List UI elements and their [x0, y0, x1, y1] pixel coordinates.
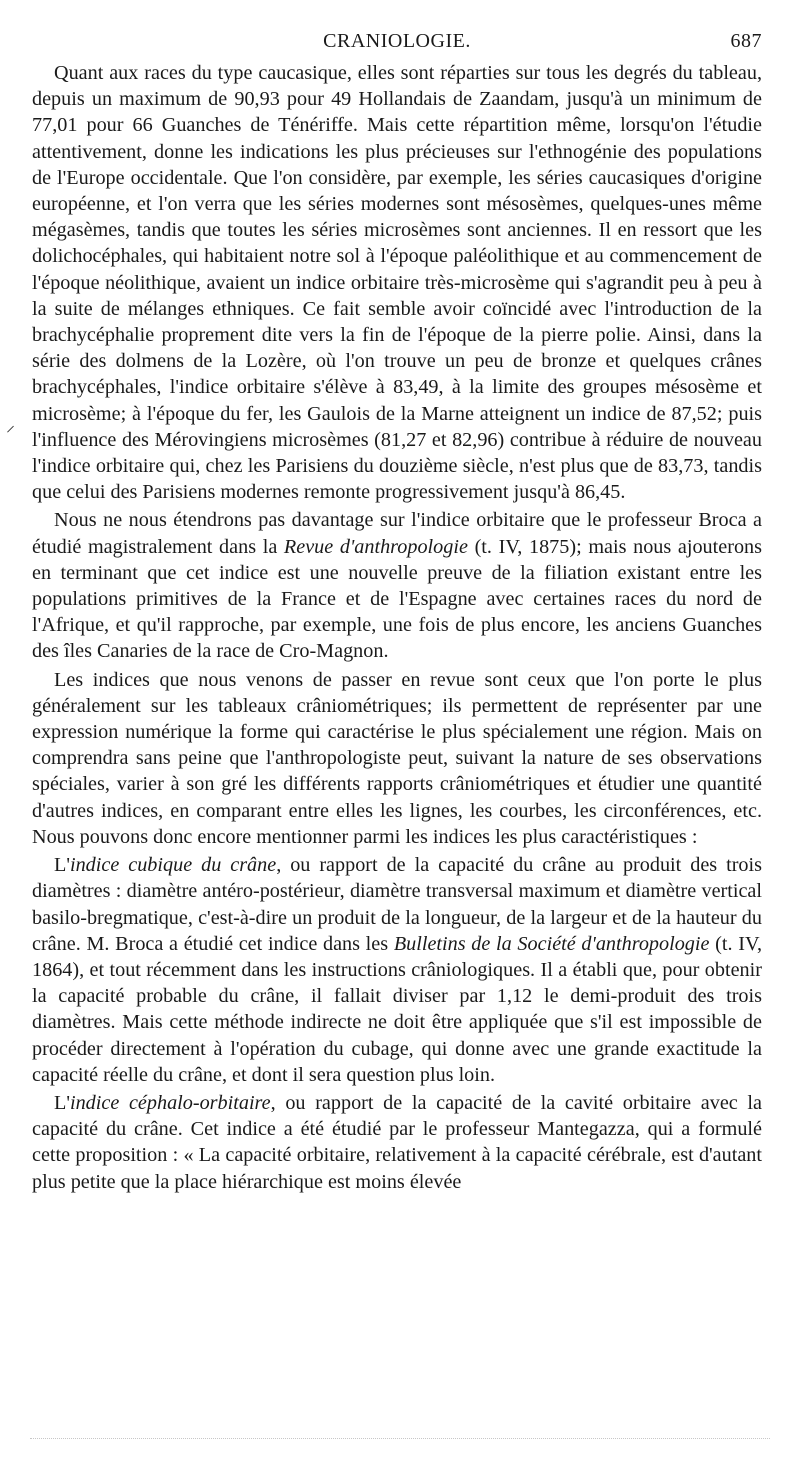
term-cubic-index: indice cubique du crâne [69, 854, 277, 877]
margin-annotation-mark: ⸝ [6, 415, 15, 435]
paragraph-cubic-index: L'indice cubique du crâne, ou rapport de la capacité du crâne au produit des trois diamètres : diamètre antéro-postérieur, diamètre transversal maximum et diamètre vertical basilo-bregmatique, c'est-à-dire un produit de la longueur, de la largeur et de la hauteur du crâne. M. Broca a étudié cet indice dans les Bulletins de la Société d'anthropologie (t. IV, 1864), et tout récemment dans les instructions crâniologiques. Il a établi que, pour obtenir la capacité probable du crâne, il fallait diviser par 1,12 le demi-produit des trois diamètres. Mais cette méthode indirecte ne doit être appliquée que s'il est impossible de procéder directement à l'opération du cubage, qui donne avec une grande exactitude la capacité réelle du crâne, et dont il sera question plus loin. [32, 854, 763, 1086]
page-number: 687 [730, 30, 762, 52]
running-header [32, 30, 762, 56]
term-cephalo-orbital-index: indice céphalo-orbitaire [69, 1091, 271, 1114]
running-title: CRANIOLOGIE. [323, 30, 471, 52]
paragraph-broca-orbital-index: Nous ne nous étendrons pas davantage sur l'indice orbitaire que le professeur Broca a étudié magistralement dans la Revue d'anthropologie (t. IV, 1875); mais nous ajouterons en terminant que cet indice est une nouvelle preuve de la filiation existant entre les populations primitives de la France et de l'Espagne avec certaines races du nord de l'Afrique, et qu'il rapproche, par exemple, une fois de plus encore, les anciens Guanches des îles Canaries de la race de Cro-Magnon. [32, 509, 762, 663]
scan-bottom-edge [30, 1438, 770, 1443]
paragraph-indices-overview: Les indices que nous venons de passer en revue sont ceux que l'on porte le plus généralement sur les tableaux crâniométriques; ils permettent de représenter par une expression numérique la forme qui caractérise le plus spécialement une région. Mais on comprendra sans peine que l'anthropologiste peut, suivant la nature de ses observations spéciales, varier à son gré les différents rapports crâniométriques et étudier une quantité d'autres indices, en comparant entre elles les lignes, les courbes, les circonférences, etc. Nous pouvons donc encore mentionner parmi les indices les plus caractéristiques : [32, 668, 762, 848]
body-text [32, 60, 762, 1195]
paragraph-caucasian-races: Quant aux races du type caucasique, elles sont réparties sur tous les degrés du tableau, depuis un maximum de 90,93 pour 49 Hollandais de Zaandam, jusqu'à un minimum de 77,01 pour 66 Guanches de Ténériffe. Mais cette répartition même, lorsqu'on l'étudie attentivement, donne les indications les plus précieuses sur l'ethnogénie des populations de l'Europe occidentale. Que l'on considère, par exemple, les séries caucasiques d'origine européenne, et l'on verra que les séries modernes sont mésosèmes, quelques-unes même mégasèmes, tandis que toutes les séries microsèmes sont anciennes. Il en ressort que les dolichocéphales, qui habitaient notre sol à l'époque paléolithique et au commencement de l'époque néolithique, avaient un indice orbitaire très-microsème qui s'agrandit peu à peu à la suite de mélanges ethniques. Ce fait semble avoir coïncidé avec l'introduction de la brachycéphalie proprement dite vers la fin de l'époque de la pierre polie. Ainsi, dans la série des dolmens de la Lozère, où l'on trouve un peu de bronze et quelques crânes brachycéphales, l'indice orbitaire s'élève à 83,49, à la limite des groupes mésosème et microsème; à l'époque du fer, les Gaulois de la Marne atteignent un indice de 87,52; puis l'influence des Mérovingiens microsèmes (81,27 et 82,96) contribue à réduire de nouveau l'indice orbitaire qui, chez les Parisiens du douzième siècle, n'est plus que de 83,73, tandis que celui des Parisiens modernes remonte progressivement jusqu'à 86,45. [32, 62, 762, 504]
journal-title-revue: Revue d'anthropologie [283, 535, 468, 558]
journal-title-bulletins: Bulletins de la Société d'anthropologie [393, 932, 710, 955]
paragraph-cephalo-orbital-index: L'indice céphalo-orbitaire, ou rapport de la capacité de la cavité orbitaire avec la capacité du crâne. Cet indice a été étudié par le professeur Mantegazza, qui a formulé cette proposition : « La capacité orbitaire, relativement à la capacité cérébrale, est d'autant plus petite que la place hiérarchique est moins élevée [32, 1091, 762, 1193]
